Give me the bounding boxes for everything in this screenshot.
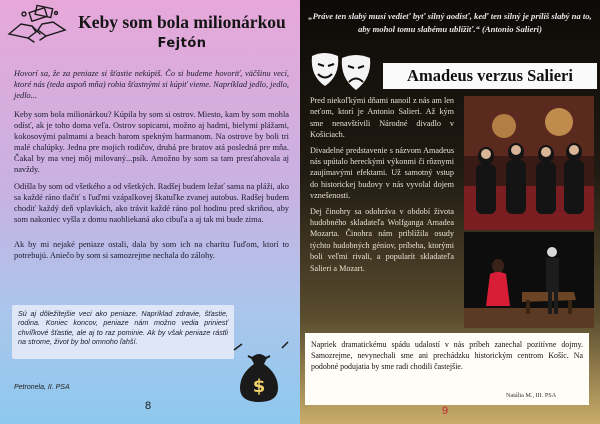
intro-paragraph: Hovorí sa, že za peniaze si šťastie nekúpiš. Čo si budeme hovoriť, väčšinu vecí, ktoré nás (teda aspoň mňa) robia šťastnými si kúpiť vieme. Napríklad jedlo, jedlo, jedlo... — [14, 69, 289, 100]
author-credit: Petronela, II. PSA — [14, 384, 70, 391]
author-credit: Natália M., III. PSA — [506, 392, 557, 399]
article-title: Keby som bola milionárkou — [78, 12, 286, 32]
callout-text: Sú aj dôležitejšie veci ako peniaze. Napríklad zdravie, šťastie, rodina. Koniec koncov, peniaze nám možno vedia priniesť chvíľkové šťastie, ale aj to raz pominie. Ak by však peniaze rástli na strome, život by bol omnoho ľahší. — [18, 309, 228, 347]
body-paragraph: Divadelné predstavenie s názvom Amadeus nás upútalo hereckými výkonmi či rôznymi zaujímavými efektami. Už samotný vstup do historickej budovy v nás vyvolal dojem vznešenosti. — [310, 145, 454, 201]
group-photo — [464, 96, 594, 230]
closing-text-block — [311, 339, 583, 372]
closing-paragraph: Napriek dramatickému spádu udalostí v nás príbeh zanechal pozitívne dojmy. Samozrejme, nevynechali sme ani prechádzku historickým centrom Košíc. Na podobné podujatia by sme radi chodili častejšie. — [311, 340, 583, 371]
stage-photo — [464, 232, 594, 328]
quote: „Práve ten slabý musí vedieť byť silný aodísť, keď ten silný je príliš slabý na to, aby mohol tomu slabému ublížiť.“ (Antonio Salieri) — [308, 11, 592, 34]
body-paragraph: Keby som bola milionárkou? Kúpila by som si ostrov. Miesto, kam by som mohla odísť, ak je toho doma veľa. Ostrov sopicami, možno aj hadmi, bielymi plážami, kokosovými palmami a beach barom spekným barmanom. Na ostrove by boli tri malé chalúpky. Jedna pre mojich rodičov, druhá pre bratov atá posledná pre mňa. Čakal by ma vnej môj milovaný...psík. Amožno by som sa tam presťahovala aj navždy. — [14, 110, 289, 174]
body-paragraph: Odišla by som od všetkého a od všetkých. Radšej budem ležať sama na pláži, ako sa každé ráno tlačiť s ľuďmi vzápalkovej škatuľke zvanej autobus. Radšej budem chodiť každý deň vplavkách, ako trávit každé ráno pol hodinu pred skriňou, aby som nakoniec vyšla z domu naobliekaná ako cibuľa a aj tak mi bude zima. — [14, 182, 289, 224]
article-body — [310, 95, 454, 274]
page-number: 9 — [442, 405, 449, 417]
body-paragraph: Pred niekoľkými dňami nanoil z nás am len neťom, ktorí je Antonio Salieri. Až kým sme nenavštívili Národné divadlo v Košiciach. — [310, 96, 454, 140]
money-bag-icon — [226, 340, 292, 406]
body-paragraph: Dej činohry sa odohráva v období života hudobného skladateľa Wolfganga Amadea Mozarta. Činohra nám priblížila osudy týchto hudobných géniov, príbeha, ktorými boli veľmi rivali, a popularít skladateľa Salieri a Mozart. — [310, 206, 454, 273]
headline: Amadeus verzus Salieri — [407, 66, 573, 85]
svg-text:$: $ — [252, 376, 266, 397]
theater-masks-icon — [308, 50, 374, 94]
article-body — [14, 68, 289, 261]
article-subtitle: Fejtón — [157, 36, 207, 51]
callout-box — [12, 305, 234, 359]
body-paragraph: Ak by mi nejaké peniaze ostali, dala by som ich na charitu ľuďom, ktorí to potrebujú. Aniečo by som si samozrejme nechala do zálohy. — [14, 240, 289, 260]
handshake-money-icon — [6, 4, 68, 50]
page-number: 8 — [145, 400, 152, 412]
